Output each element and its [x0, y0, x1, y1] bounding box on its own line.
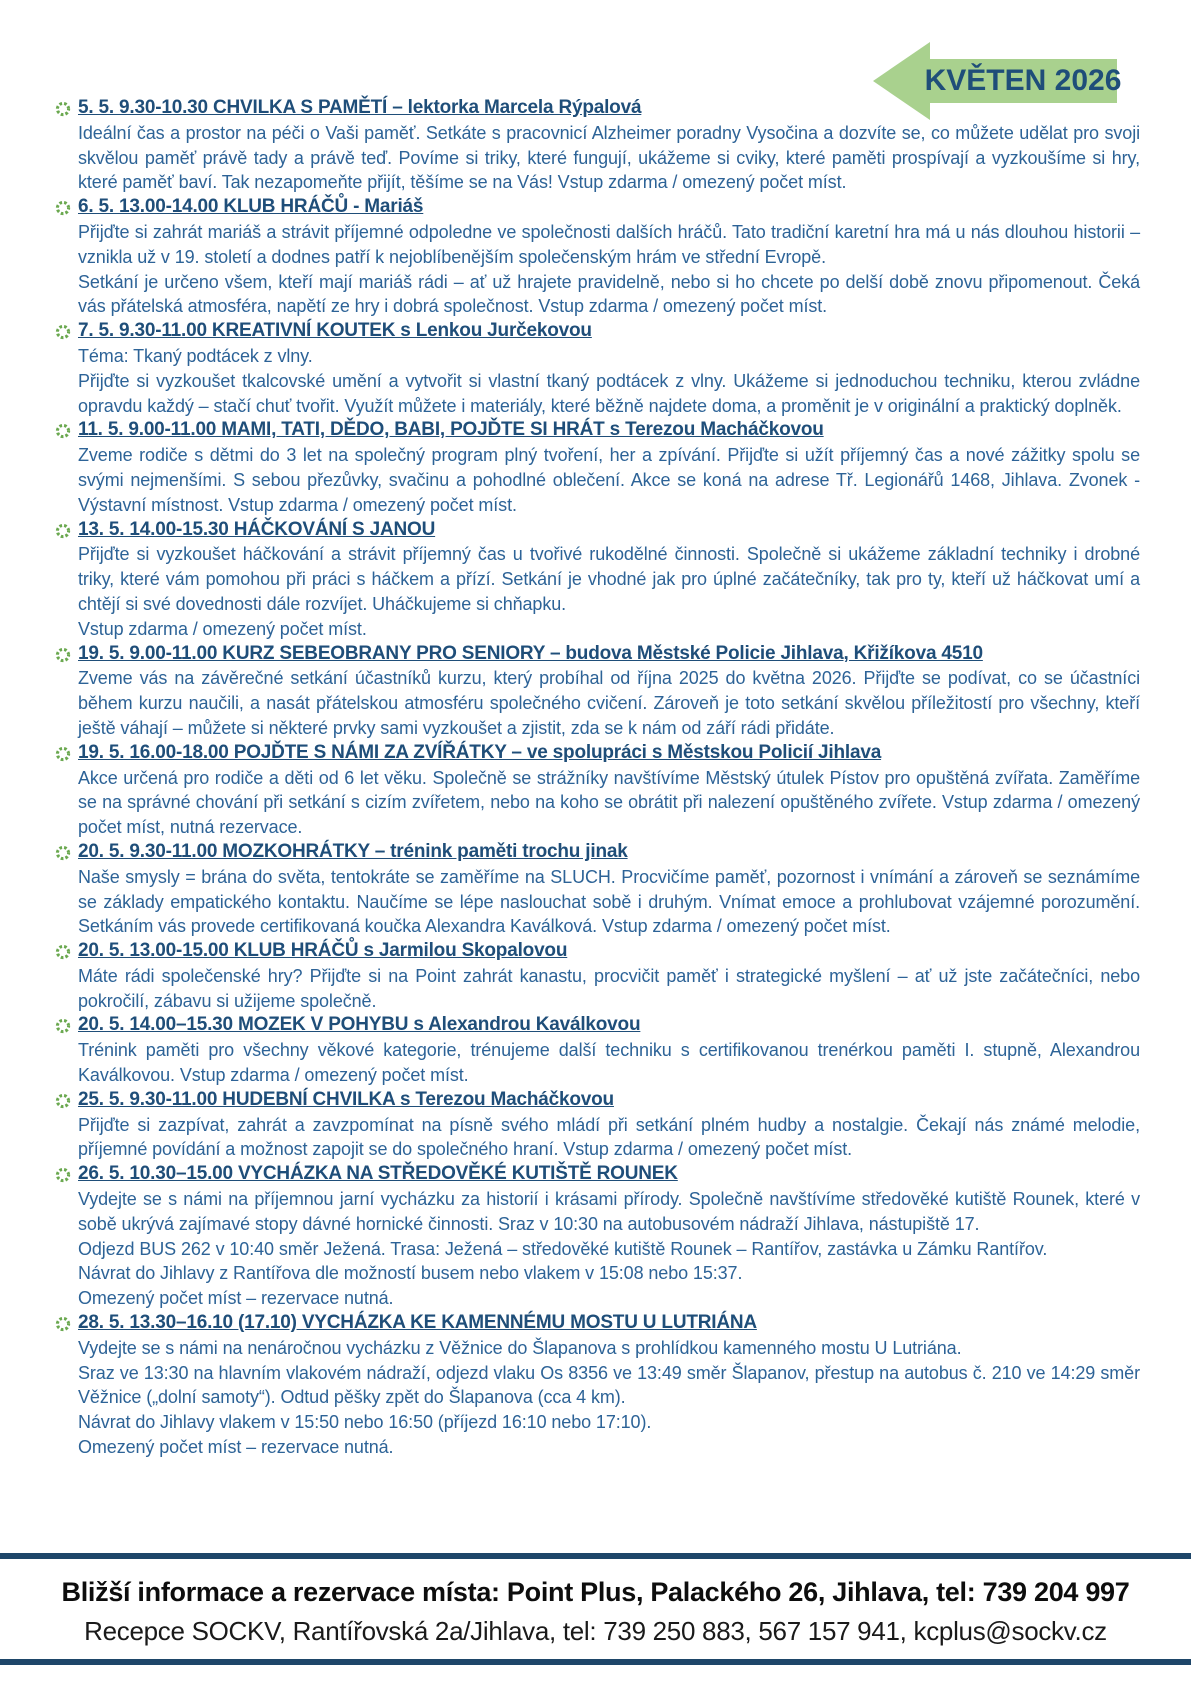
month-banner-label: KVĚTEN 2026 — [924, 64, 1122, 97]
event-paragraph: Ideální čas a prostor na péči o Vaši paměť. Setkáte s pracovnicí Alzheimer poradny Vysočina a dozvíte se, co můžete udělat pro svoji skvělou paměť právě tady a právě teď. Povíme si triky, které fungují, ukážeme si cviky, které paměti prospívají a vyzkoušíme si hry, které paměť baví. Tak nezapomeňte přijít, těšíme se na Vás! Vstup zdarma / omezený počet míst. — [78, 122, 1140, 193]
event-title: 28. 5. 13.30–16.10 (17.10) VYCHÁZKA KE KAMENNÉMU MOSTU U LUTRIÁNA — [78, 1312, 757, 1334]
event-paragraphs — [78, 964, 1140, 1014]
event-content — [78, 195, 1140, 319]
event-paragraphs — [78, 766, 1140, 840]
segmented-circle-bullet-icon — [55, 1162, 78, 1188]
event-item — [55, 939, 1140, 1013]
footer-divider-bottom — [0, 1659, 1191, 1665]
event-title: 11. 5. 9.00-11.00 MAMI, TATI, DĚDO, BABI, POJĎTE SI HRÁT s Terezou Macháčkovou — [78, 419, 824, 441]
event-title: 5. 5. 9.30-10.30 CHVILKA S PAMĚTÍ – lektorka Marcela Rýpalová — [78, 97, 642, 118]
event-title: 20. 5. 9.30-11.00 MOZKOHRÁTKY – trénink paměti trochu jinak — [78, 840, 628, 862]
event-paragraph: Návrat do Jihlavy vlakem v 15:50 nebo 16:50 (příjezd 16:10 nebo 17:10). — [78, 1412, 652, 1433]
event-paragraph: Naše smysly = brána do světa, tentokráte se zaměříme na SLUCH. Procvičíme paměť, pozornost i vnímání a zároveň se seznámíme se základy empatického kontaktu. Naučíme se lépe naslouchat sobě i druhým. Vnímat emoce a prohlubovat vzájemné porozumění. Setkáním vás provede certifikovaná koučka Alexandra Kaválková. Vstup zdarma / omezený počet míst. — [78, 866, 1140, 937]
event-item — [55, 518, 1140, 642]
event-title: 7. 5. 9.30-11.00 KREATIVNÍ KOUTEK s Lenkou Jurčekovou — [78, 320, 592, 342]
event-content — [78, 1013, 1140, 1087]
event-paragraphs — [78, 1113, 1140, 1163]
segmented-circle-bullet-icon — [55, 1311, 78, 1337]
event-item — [55, 741, 1140, 840]
event-content — [78, 840, 1140, 939]
event-item — [55, 840, 1140, 939]
event-title: 19. 5. 16.00-18.00 POJĎTE S NÁMI ZA ZVÍŘÁTKY – ve spolupráci s Městskou Policií Jihlava — [78, 741, 882, 763]
segmented-circle-bullet-icon — [55, 96, 78, 122]
segmented-circle-bullet-icon — [55, 518, 78, 544]
event-paragraph: Návrat do Jihlavy z Rantířova dle možností busem nebo vlakem v 15:08 nebo 15:37. — [78, 1263, 743, 1284]
footer-contact-line: Recepce SOCKV, Rantířovská 2a/Jihlava, tel: 739 250 883, 567 157 941, kcplus@sockv.cz — [84, 1616, 1107, 1646]
event-paragraph: Sraz ve 13:30 na hlavním vlakovém nádraží, odjezd vlaku Os 8356 ve 13:49 směr Šlapanov, přestup na autobus č. 210 ve 14:29 směr Věžnice („dolní samoty“). Odtud pěšky zpět do Šlapanova (cca 4 km). — [78, 1362, 1140, 1408]
event-paragraphs — [78, 1038, 1140, 1088]
segmented-circle-bullet-icon — [55, 1088, 78, 1114]
event-title: 6. 5. 13.00-14.00 KLUB HRÁČŮ - Mariáš — [78, 196, 424, 218]
event-item — [55, 1311, 1140, 1460]
event-paragraph: Vydejte se s námi na nenáročnou vycházku z Věžnice do Šlapanova s prohlídkou kamenného mostu U Lutriána. — [78, 1337, 962, 1358]
event-content — [78, 418, 1140, 517]
segmented-circle-bullet-icon — [55, 1013, 78, 1039]
event-title: 19. 5. 9.00-11.00 KURZ SEBEOBRANY PRO SENIORY – budova Městské Policie Jihlava, Křižíkova 4510 — [78, 642, 983, 664]
event-paragraphs — [78, 220, 1140, 319]
event-item — [55, 195, 1140, 319]
event-item — [55, 1013, 1140, 1087]
event-title: 13. 5. 14.00-15.30 HÁČKOVÁNÍ S JANOU — [78, 518, 436, 540]
event-content — [78, 741, 1140, 840]
event-content — [78, 1162, 1140, 1311]
event-title: 26. 5. 10.30–15.00 VYCHÁZKA NA STŘEDOVĚKÉ KUTIŠTĚ ROUNEK — [78, 1163, 678, 1185]
event-paragraph: Téma: Tkaný podtácek z vlny. — [78, 345, 313, 366]
event-content — [78, 642, 1140, 741]
month-banner — [873, 42, 1122, 120]
footer — [0, 1553, 1191, 1665]
event-content — [78, 518, 1140, 642]
event-paragraph: Setkání je určeno všem, kteří mají mariáš rádi – ať už hrajete pravidelně, nebo si ho chcete po delší době znovu připomenout. Čeká vás přátelská atmosféra, napětí ze hry i dobrá společnost. Vstup zdarma / omezený počet míst. — [78, 271, 1140, 317]
event-paragraph: Přijďte si zahrát mariáš a strávit příjemné odpoledne ve společnosti dalších hráčů. Tato tradiční karetní hra má u nás dlouhou historii – vznikla už v 19. století a dodnes patří k nejoblíbenějším společenským hrám ve střední Evropě. — [78, 221, 1140, 267]
event-paragraph: Zveme vás na závěrečné setkání účastníků kurzu, který probíhal od října 2025 do května 2026. Přijďte se podívat, co se účastníci během kurzu naučili, a nasát přátelskou atmosféru společného cvičení. Zároveň je toto setkání skvělou příležitostí pro všechny, kteří ještě váhají – můžete si některé prvky sami vyzkoušet a zjistit, zda se k nám od září rádi přidáte. — [78, 668, 1140, 738]
event-paragraph: Vydejte se s námi na příjemnou jarní vycházku za historií i krásami přírody. Společně navštívíme středověké kutiště Rounek, které v sobě ukrývá zajímavé stopy dávné hornické činnosti. Sraz v 10:30 na autobusovém nádraží Jihlava, nástupiště 17. — [78, 1189, 1140, 1234]
event-paragraph: Vstup zdarma / omezený počet míst. — [78, 618, 367, 639]
event-paragraph: Trénink paměti pro všechny věkové kategorie, trénujeme další techniku s certifikovanou trenérkou paměti I. stupně, Alexandrou Kaválkovou. Vstup zdarma / omezený počet míst. — [78, 1040, 1140, 1086]
event-paragraphs — [78, 443, 1140, 517]
segmented-circle-bullet-icon — [55, 418, 78, 444]
segmented-circle-bullet-icon — [55, 840, 78, 866]
segmented-circle-bullet-icon — [55, 642, 78, 668]
event-paragraph: Přijďte si vyzkoušet háčkování a strávit příjemný čas u tvořivé rukodělné činnosti. Společně si ukážeme základní techniky i drobné triky, které vám pomohou při práci s háčkem a přízí. Setkání je vhodné jak pro úplné začátečníky, tak pro ty, kteří už háčkovat umí a chtějí si své dovednosti dále rozvíjet. Uháčkujeme si chňapku. — [78, 544, 1140, 614]
event-paragraph: Zveme rodiče s dětmi do 3 let na společný program plný tvoření, her a zpívání. Přijďte si užít příjemný čas a nové zážitky spolu se svými nejmenšími. S sebou přezůvky, svačinu a pohodlné oblečení. Akce se koná na adrese Tř. Legionářů 1468, Jihlava. Zvonek - Výstavní místnost. Vstup zdarma / omezený počet míst. — [78, 445, 1140, 515]
event-title: 20. 5. 13.00-15.00 KLUB HRÁČŮ s Jarmilou Skopalovou — [78, 940, 568, 962]
event-item — [55, 418, 1140, 517]
event-item — [55, 1088, 1140, 1162]
event-paragraph: Přijďte si vyzkoušet tkalcovské umění a vytvořit si vlastní tkaný podtácek z vlny. Ukážeme si jednoduchou techniku, kterou zvládne opravdu každý – stačí chuť tvořit. Využít můžete i materiály, které běžně najdete doma, a proměnit je v originální a praktický doplněk. — [78, 370, 1140, 416]
event-paragraph: Omezený počet míst – rezervace nutná. — [78, 1437, 394, 1458]
event-paragraph: Přijďte si zazpívat, zahrát a zavzpomínat na písně svého mládí při setkání plném hudby a nostalgie. Čekají nás známé melodie, příjemné povídání a možnost zapojit se do společného hraní. Vstup zdarma / omezený počet míst. — [78, 1114, 1140, 1160]
event-paragraphs — [78, 1336, 1140, 1460]
event-paragraph: Máte rádi společenské hry? Přijďte si na Point zahrát kanastu, procvičit paměť i strategické myšlení – ať už jste začátečníci, nebo pokročilí, zábavu si užijeme společně. — [78, 965, 1140, 1011]
segmented-circle-bullet-icon — [55, 195, 78, 221]
event-title: 25. 5. 9.30-11.00 HUDEBNÍ CHVILKA s Terezou Macháčkovou — [78, 1088, 614, 1110]
event-paragraphs — [78, 1187, 1140, 1311]
event-content — [78, 1088, 1140, 1162]
segmented-circle-bullet-icon — [55, 939, 78, 965]
event-title: 20. 5. 14.00–15.30 MOZEK V POHYBU s Alexandrou Kaválkovou — [78, 1014, 641, 1036]
event-item — [55, 319, 1140, 418]
event-content — [78, 939, 1140, 1013]
segmented-circle-bullet-icon — [55, 741, 78, 767]
footer-info-line: Bližší informace a rezervace místa: Point Plus, Palackého 26, Jihlava, tel: 739 204 997 — [61, 1577, 1130, 1607]
event-item — [55, 642, 1140, 741]
event-content — [78, 1311, 1140, 1460]
footer-text — [0, 1559, 1191, 1659]
event-paragraph: Akce určená pro rodiče a děti od 6 let věku. Společně se strážníky navštívíme Městský útulek Pístov pro opuštěná zvířata. Zaměříme se na správné chování při setkání s cizím zvířetem, nebo na koho se obrátit při nalezení opuštěného zvířete. Vstup zdarma / omezený počet míst, nutná rezervace. — [78, 767, 1140, 838]
segmented-circle-bullet-icon — [55, 319, 78, 345]
event-content — [78, 319, 1140, 418]
event-paragraphs — [78, 344, 1140, 418]
event-paragraphs — [78, 542, 1140, 641]
event-paragraph: Odjezd BUS 262 v 10:40 směr Ježená. Trasa: Ježená – středověké kutiště Rounek – Rantířov, zastávka u Zámku Rantířov. — [78, 1238, 1048, 1259]
event-paragraphs — [78, 865, 1140, 939]
event-item — [55, 1162, 1140, 1311]
event-paragraph: Omezený počet míst – rezervace nutná. — [78, 1288, 394, 1309]
event-paragraphs — [78, 666, 1140, 740]
event-paragraphs — [78, 121, 1140, 195]
